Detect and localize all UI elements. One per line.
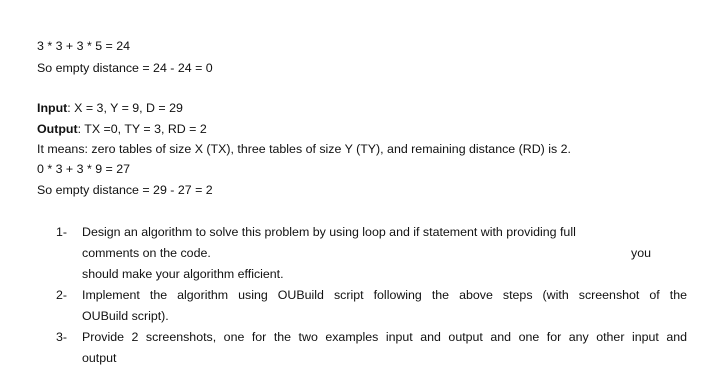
task-number: 1- xyxy=(56,225,68,239)
task-1-line-1: Design an algorithm to solve this problem by using loop and if statement with providing full xyxy=(82,225,576,239)
task-1-line-3: you xyxy=(631,246,651,260)
task-2-line-1-text: Implement the algorithm using OUBuild script following the above steps (with screenshot of the xyxy=(82,288,687,302)
example1-calculation: 3 * 3 + 3 * 5 = 24 xyxy=(37,39,131,53)
input-value: : X = 3, Y = 9, D = 29 xyxy=(67,101,183,115)
task-number: 2- xyxy=(56,288,68,302)
output-label: Output xyxy=(37,122,78,136)
task-3-line-1 xyxy=(82,329,687,345)
input-label: Input xyxy=(37,101,68,115)
example2-meaning: It means: zero tables of size X (TX), three tables of size Y (TY), and remaining distance (RD) is 2. xyxy=(37,142,571,156)
example2-input xyxy=(37,100,183,116)
task-1-line-4: should make your algorithm efficient. xyxy=(82,267,284,281)
task-3-line-1-text: Provide 2 screenshots, one for the two examples input and output and one for any other input and xyxy=(82,330,687,344)
task-number: 3- xyxy=(56,330,68,344)
task-1-line-2: comments on the code. xyxy=(82,246,211,260)
task-3-line-2: output xyxy=(82,351,117,365)
example2-output xyxy=(37,121,207,137)
output-value: : TX =0, TY = 3, RD = 2 xyxy=(77,122,207,136)
example2-calculation: 0 * 3 + 3 * 9 = 27 xyxy=(37,162,131,176)
example2-empty-distance: So empty distance = 29 - 27 = 2 xyxy=(37,183,213,197)
example1-empty-distance: So empty distance = 24 - 24 = 0 xyxy=(37,61,213,75)
task-2-line-1 xyxy=(82,287,687,303)
task-2-line-2: OUBuild script). xyxy=(82,309,169,323)
